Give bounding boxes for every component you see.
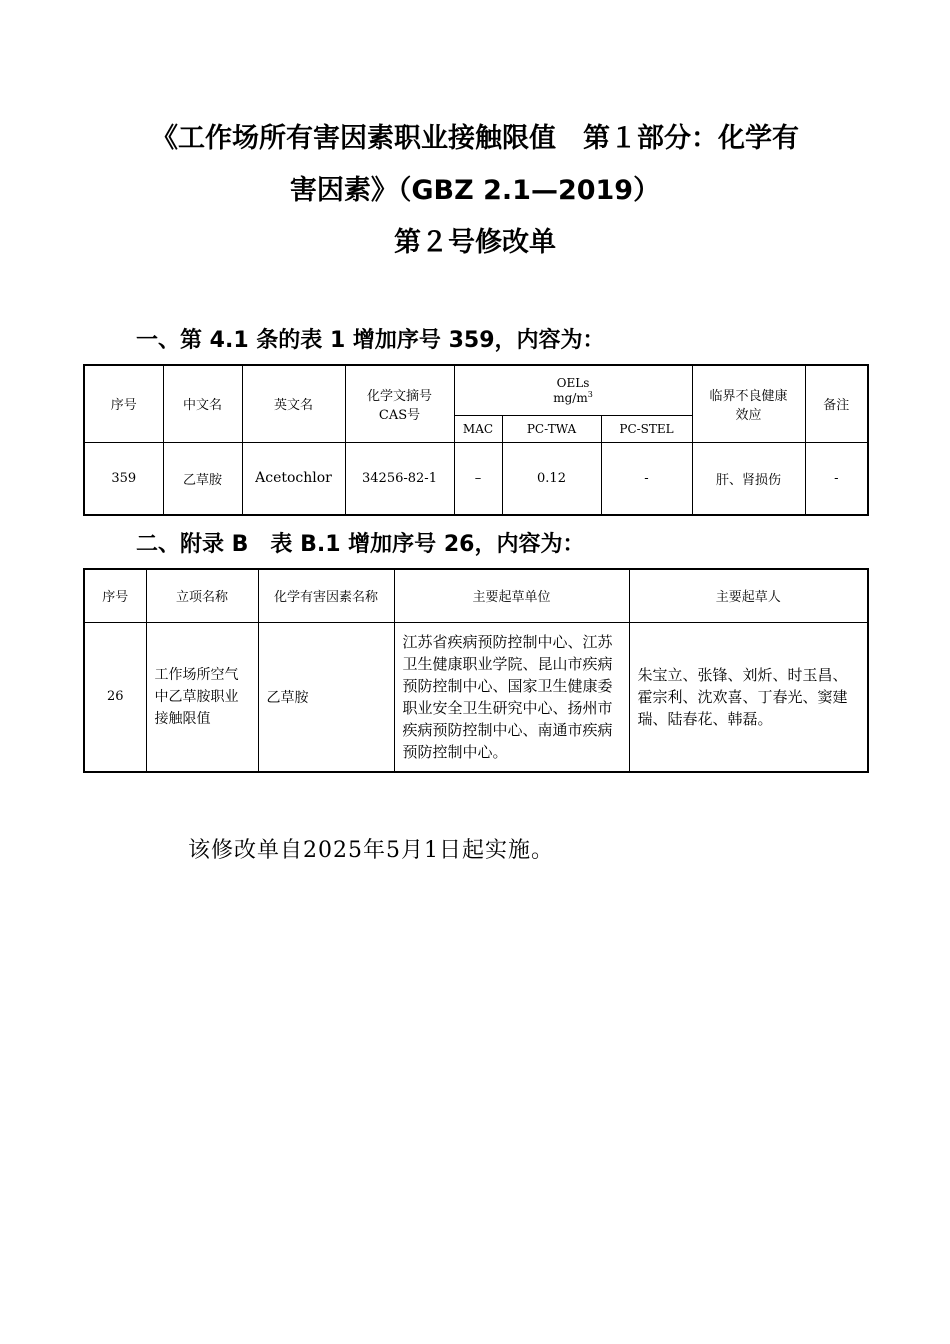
header-pc-stel: PC-STEL — [601, 415, 692, 442]
cell-seq: 359 — [84, 442, 163, 515]
header-mac: MAC — [454, 415, 502, 442]
header-effect-line-2: 效应 — [735, 407, 762, 423]
header-en-name: 英文名 — [242, 365, 345, 442]
header-remark: 备注 — [805, 365, 868, 442]
table-row — [84, 442, 868, 515]
section-2-heading: 二、附录 B 表 B.1 增加序号 26，内容为： — [136, 532, 585, 557]
cell-pc-twa: 0.12 — [502, 442, 601, 515]
header-oels-unit: $mg/m^3$ — [553, 389, 593, 405]
header-seq: 序号 — [84, 365, 163, 442]
cell-en-name: Acetochlor — [242, 442, 345, 515]
table-row — [84, 622, 868, 772]
cell-mac: – — [454, 442, 502, 515]
header-project: 立项名称 — [146, 569, 258, 622]
cell-effect: 肝、肾损伤 — [692, 442, 805, 515]
effective-date-note: 该修改单自2025年5月1日起实施。 — [188, 838, 554, 863]
cell-pc-stel: - — [601, 442, 692, 515]
header-drafters: 主要起草人 — [629, 569, 868, 622]
header-factor: 化学有害因素名称 — [258, 569, 394, 622]
cell-cn-name: 乙草胺 — [163, 442, 242, 515]
cell-unit: 江苏省疾病预防控制中心、江苏卫生健康职业学院、昆山市疾病预防控制中心、国家卫生健康委职业安全卫生研究中心、扬州市疾病预防控制中心、南通市疾病预防控制中心。 — [394, 622, 629, 772]
cell-drafters: 朱宝立、张锋、刘炘、时玉昌、霍宗利、沈欢喜、丁春光、窦建瑞、陆春花、韩磊。 — [629, 622, 868, 772]
cell-remark: - — [805, 442, 868, 515]
header-cas-line-2: CAS号 — [378, 407, 421, 423]
section-1-heading: 一、第 4.1 条的表 1 增加序号 359，内容为： — [136, 328, 605, 353]
cell-project: 工作场所空气中乙草胺职业接触限值 — [146, 622, 258, 772]
header-cn-name: 中文名 — [163, 365, 242, 442]
document-title-line-1: 《工作场所有害因素职业接触限值 第１部分：化学有 — [151, 123, 799, 154]
header-unit: 主要起草单位 — [394, 569, 629, 622]
cell-factor: 乙草胺 — [258, 622, 394, 772]
header-pc-twa: PC-TWA — [502, 415, 601, 442]
header-oels-label: OELs — [556, 375, 590, 390]
drafting-table — [83, 568, 869, 773]
header-effect-line-1: 临界不良健康 — [709, 388, 788, 404]
header-cas — [345, 365, 454, 442]
cell-cas: 34256-82-1 — [345, 442, 454, 515]
oel-table — [83, 364, 869, 516]
header-oels — [454, 365, 692, 415]
document-title-line-2: 害因素》（GBZ 2.1—2019） — [289, 175, 661, 206]
header-effect — [692, 365, 805, 442]
document-subtitle: 第２号修改单 — [394, 227, 556, 258]
header-cas-line-1: 化学文摘号 — [366, 388, 432, 404]
cell-seq: 26 — [84, 622, 146, 772]
header-seq: 序号 — [84, 569, 146, 622]
